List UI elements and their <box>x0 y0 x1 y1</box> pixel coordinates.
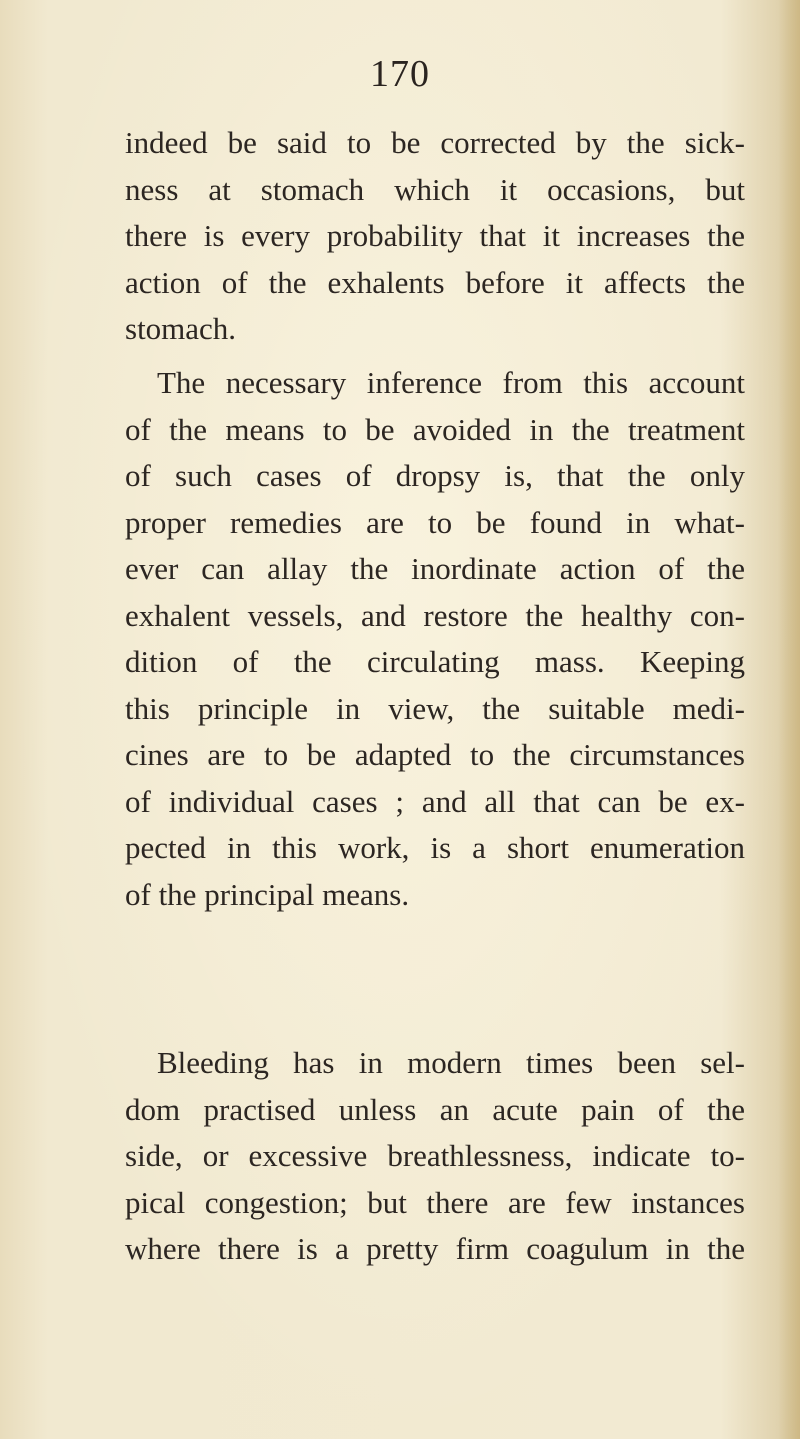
text-line: of such cases of dropsy is, that the only <box>125 458 745 493</box>
text-line: of the principal means. <box>125 876 410 912</box>
text-line: proper remedies are to be found in what- <box>125 504 745 540</box>
page-edge-shadow <box>778 0 800 1439</box>
text-line: of individual cases ; and all that can be ex- <box>125 783 745 819</box>
text-line: dition of the circulating mass. Keeping <box>125 644 745 679</box>
text-line: ness at stomach which it occasions, but <box>125 171 745 207</box>
text-line: this principle in view, the suitable medi- <box>125 690 745 726</box>
text-line: pical congestion; but there are few instances <box>125 1184 745 1220</box>
paragraph-1 <box>125 120 745 353</box>
text-line: dom practised unless an acute pain of the <box>125 1091 745 1127</box>
text-line: ever can allay the inordinate action of the <box>125 551 745 586</box>
text-line: exhalent vessels, and restore the healthy con- <box>125 597 745 633</box>
paragraph-3 <box>125 1040 745 1273</box>
text-line: there is every probability that it increases the <box>125 218 745 253</box>
page-number: 170 <box>370 53 430 95</box>
text-line: side, or excessive breathlessness, indicate to- <box>125 1138 745 1173</box>
paragraph-2 <box>125 360 745 918</box>
text-line: where there is a pretty firm coagulum in the <box>125 1231 745 1266</box>
text-line: stomach. <box>125 311 237 346</box>
text-line: Bleeding has in modern times been sel- <box>157 1045 745 1080</box>
text-line: pected in this work, is a short enumeration <box>125 830 745 865</box>
text-line: action of the exhalents before it affects the <box>125 264 745 300</box>
text-line: indeed be said to be corrected by the sick- <box>125 125 745 160</box>
text-line: cines are to be adapted to the circumstances <box>125 737 745 772</box>
text-line: The necessary inference from this account <box>157 365 745 400</box>
text-line: of the means to be avoided in the treatment <box>125 411 745 447</box>
